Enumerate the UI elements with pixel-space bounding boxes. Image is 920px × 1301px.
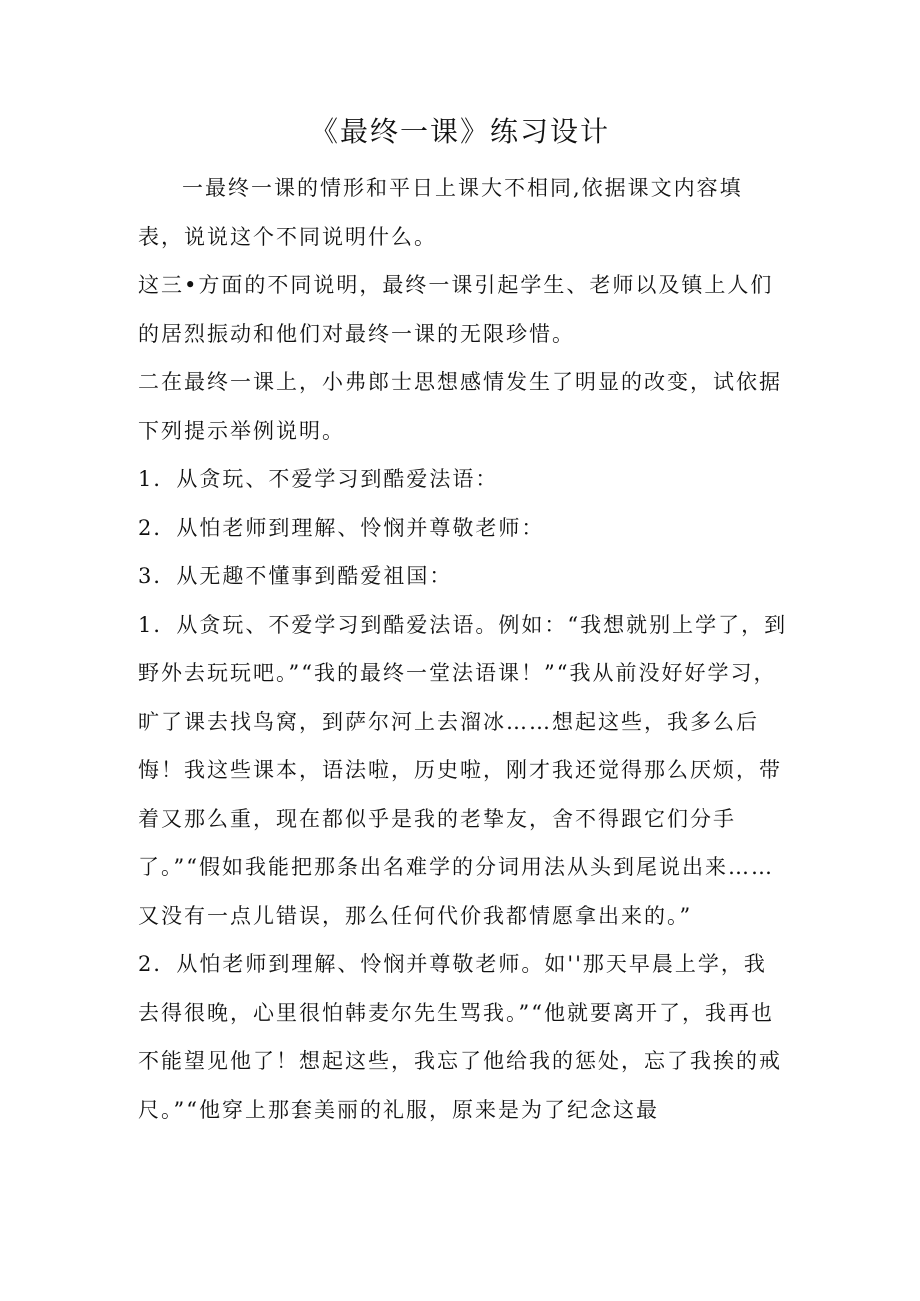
document-title: 《最终一课》练习设计: [309, 115, 610, 148]
document-body: [138, 164, 788, 1134]
list-item-prompt-2: 2．从怕老师到理解、怜悯并尊敬老师：: [138, 515, 545, 540]
paragraph-intro-question: 一最终一课的情形和平日上课大不相同,依据课文内容填表，说说这个不同说明什么。: [138, 176, 743, 249]
paragraph-answer-one: 这三•方面的不同说明，最终一课引起学生、老师以及镇上人们的居烈振动和他们对最终一课的无限珍惜。: [138, 273, 774, 346]
paragraph-question-two: 二在最终一课上，小弗郎士思想感情发生了明显的改变，试依据下列提示举例说明。: [138, 370, 782, 443]
list-item-prompt-1: 1．从贪玩、不爱学习到酷爱法语：: [138, 467, 499, 491]
list-item-prompt-3: 3．从无趣不懂事到酷爱祖国：: [138, 564, 453, 588]
paragraph-example-1: 1．从贪玩、不爱学习到酷爱法语。例如：“我想就别上学了，到野外去玩玩吧。”“我的最终一堂法语课！”“我从前没好好学习，旷了课去找鸟窝，到萨尔河上去溜冰……想起这些，我多么后悔！我这些课本，语法啦，历史啦，刚才我还觉得那么厌烦，带着又那么重，现在都似乎是我的老挚友，舍不得跟它们分手了。”“假如我能把那条出名难学的分词用法从头到尾说出来……又没有一点儿错误，那么任何代价我都情愿拿出来的。”: [138, 612, 788, 928]
paragraph-example-2: 2．从怕老师到理解、怜悯并尊敬老师。如''那天早晨上学，我去得很晚，心里很怕韩麦尔先生骂我。”“他就要离开了，我再也不能望见他了！想起这些，我忘了他给我的惩处，忘了我挨的戒尺。”“他穿上那套美丽的礼服，原来是为了纪念这最: [138, 952, 782, 1122]
